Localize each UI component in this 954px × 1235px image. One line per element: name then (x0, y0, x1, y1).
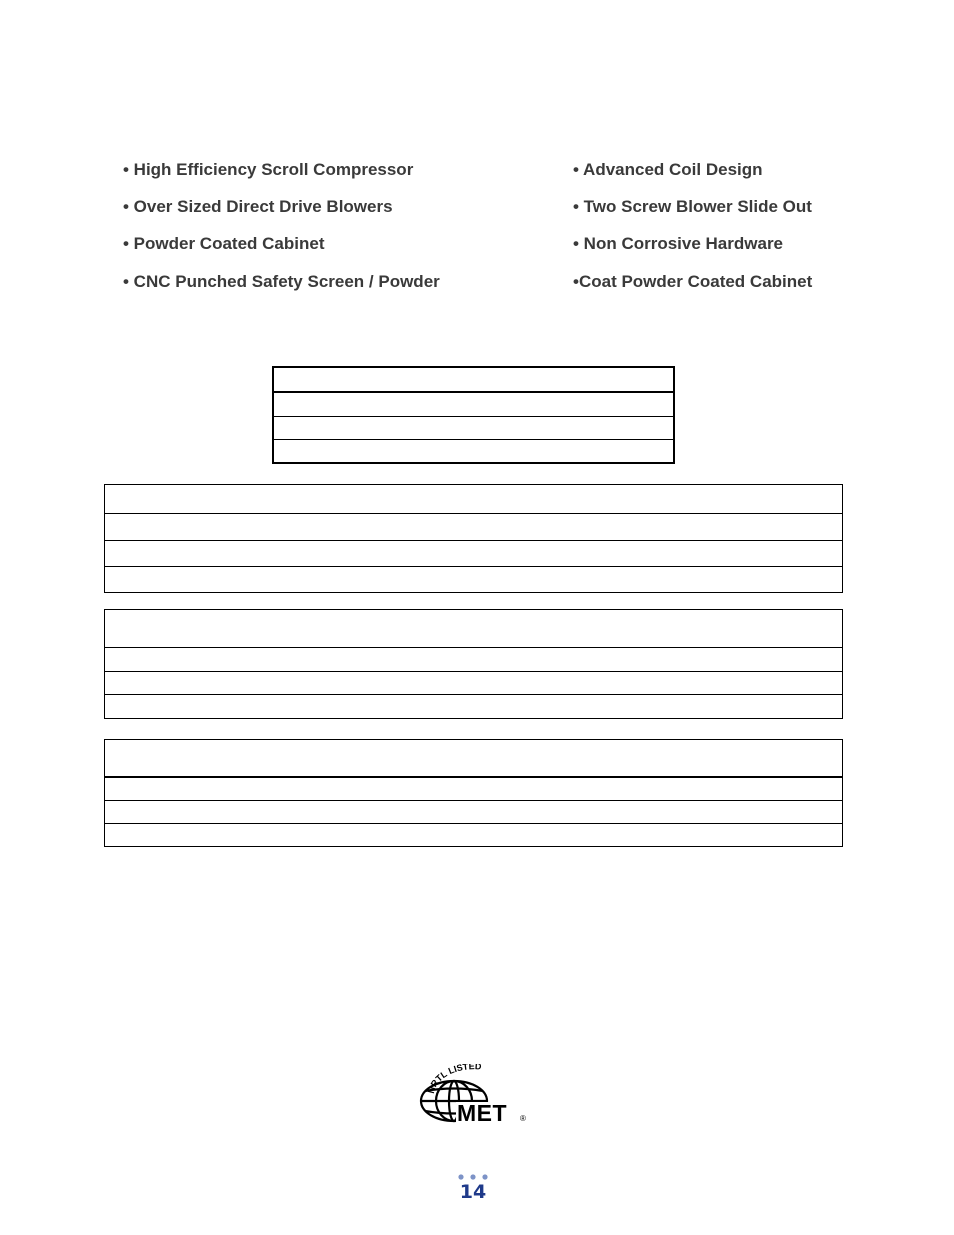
spec-table-small (272, 366, 675, 464)
logo-brand-text: MET (457, 1100, 508, 1126)
met-nrtl-listed-logo (416, 1064, 532, 1128)
table-row-divider (274, 439, 673, 440)
feature-item: • Advanced Coil Design (573, 160, 763, 179)
table-row-divider (105, 540, 842, 541)
table-row-divider (105, 823, 842, 824)
table-row-divider (105, 694, 842, 695)
table-row-divider (105, 800, 842, 801)
table-row-divider (105, 671, 842, 672)
feature-item: • Non Corrosive Hardware (573, 234, 784, 253)
feature-item: • Over Sized Direct Drive Blowers (123, 197, 393, 216)
table-row-divider (105, 566, 842, 567)
page-number: 14 (459, 1181, 487, 1203)
table-row-divider (274, 391, 673, 393)
spec-table-1 (104, 484, 843, 593)
spec-table-3 (104, 739, 843, 847)
table-row-divider (105, 776, 842, 778)
registered-mark: ® (520, 1114, 526, 1123)
feature-item: •Coat Powder Coated Cabinet (573, 272, 813, 291)
feature-item: • High Efficiency Scroll Compressor (123, 160, 414, 179)
spec-table-2 (104, 609, 843, 719)
page-divider-dots (456, 1173, 492, 1181)
feature-item: • CNC Punched Safety Screen / Powder (123, 272, 440, 291)
table-row-divider (274, 416, 673, 417)
feature-item: • Powder Coated Cabinet (123, 234, 325, 253)
feature-item: • Two Screw Blower Slide Out (573, 197, 812, 216)
table-row-divider (105, 513, 842, 514)
logo-top-text: NRTL LISTED (425, 1064, 482, 1095)
table-row-divider (105, 647, 842, 648)
